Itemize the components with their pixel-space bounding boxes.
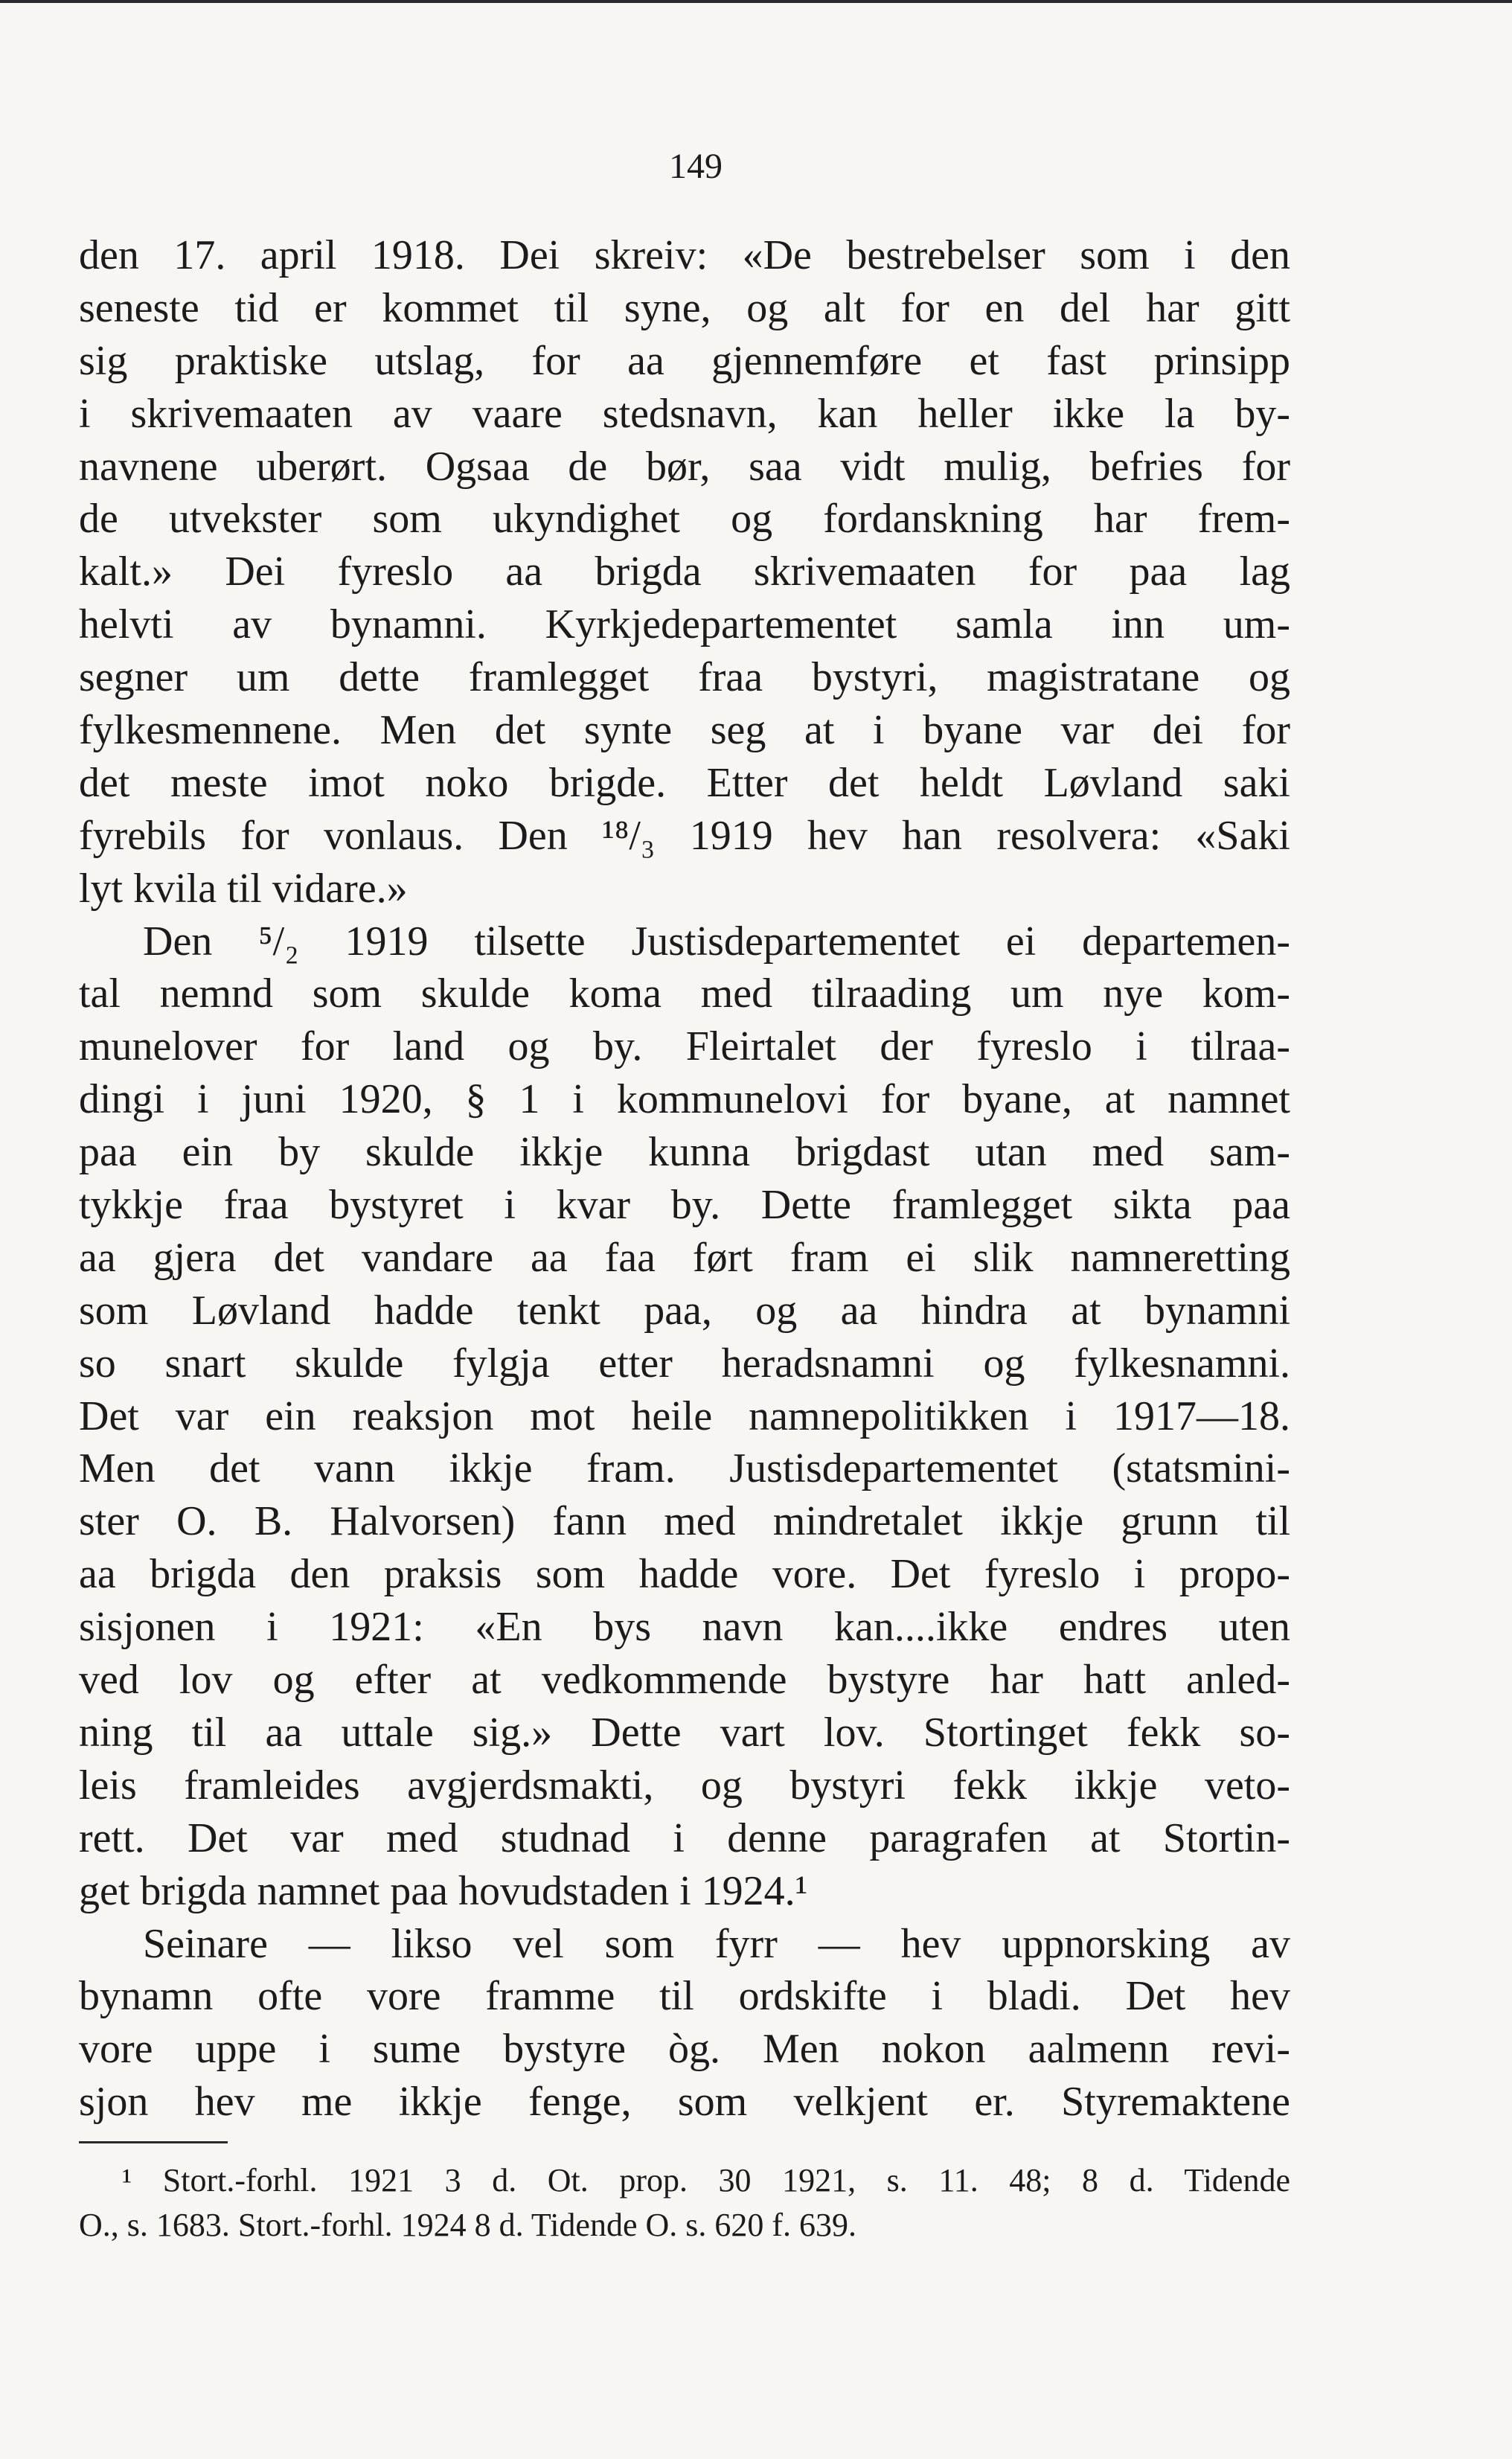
text-line: lyt kvila til vidare.» (79, 865, 408, 912)
text-line: seneste tid er kommet til syne, og alt for en del har gitt (79, 284, 1290, 331)
footnotes (79, 2158, 1290, 2248)
text-line: Men det vann ikkje fram. Justisdepartementet (statsmini- (79, 1445, 1290, 1492)
text-line: vore uppe i sume bystyre òg. Men nokon aalmenn revi- (79, 2026, 1290, 2073)
text-line: bynamn ofte vore framme til ordskifte i bladi. Det hev (79, 1973, 1290, 2020)
text-line: segner um dette framlegget fraa bystyri, magistratane og (79, 654, 1290, 701)
text-line: dingi i juni 1920, § 1 i kommunelovi for byane, at namnet (79, 1076, 1290, 1123)
text-line: aa brigda den praksis som hadde vore. Det fyreslo i propo- (79, 1551, 1290, 1598)
text-line: kalt.» Dei fyreslo aa brigda skrivemaaten for paa lag (79, 549, 1290, 595)
text-line: leis framleides avgjerdsmakti, og bystyri fekk ikkje veto- (79, 1762, 1290, 1809)
footnote-rule (79, 2141, 228, 2143)
text-line: tal nemnd som skulde koma med tilraading um nye kom- (79, 971, 1290, 1017)
text-line: munelover for land og by. Fleirtalet der fyreslo i tilraa- (79, 1023, 1290, 1070)
text-line: get brigda namnet paa hovudstaden i 1924.¹ (79, 1867, 808, 1914)
footnote-line: O., s. 1683. Stort.-forhl. 1924 8 d. Tidende O. s. 620 f. 639. (79, 2207, 857, 2243)
page-number: 149 (669, 147, 723, 186)
text-line: so snart skulde fylgja etter heradsnamni og fylkesnamni. (79, 1340, 1290, 1387)
text-line: Den ⁵/₂ 1919 tilsette Justisdepartementet ei departemen- (143, 918, 1290, 965)
text-line: fylkesmennene. Men det synte seg at i byane var dei for (79, 707, 1290, 754)
footnote-line: ¹ Stort.-forhl. 1921 3 d. Ot. prop. 30 1921, s. 11. 48; 8 d. Tidende (122, 2162, 1290, 2199)
top-edge-rule (0, 0, 1512, 3)
text-line: de utvekster som ukyndighet og fordanskning har frem- (79, 496, 1290, 543)
text-line: det meste imot noko brigde. Etter det heldt Løvland saki (79, 759, 1290, 806)
text-line: sig praktiske utslag, for aa gjennemføre et fast prinsipp (79, 337, 1290, 384)
body-text (79, 229, 1290, 2129)
text-line: ved lov og efter at vedkommende bystyre har hatt anled- (79, 1657, 1290, 1704)
text-line: Det var ein reaksjon mot heile namnepolitikken i 1917—18. (79, 1392, 1290, 1439)
text-line: aa gjera det vandare aa faa ført fram ei slik namneretting (79, 1234, 1290, 1281)
text-line: Seinare — likso vel som fyrr — hev uppnorsking av (143, 1920, 1290, 1967)
text-line: paa ein by skulde ikkje kunna brigdast utan med sam- (79, 1129, 1290, 1176)
text-line: tykkje fraa bystyret i kvar by. Dette framlegget sikta paa (79, 1182, 1290, 1229)
text-line: den 17. april 1918. Dei skreiv: «De bestrebelser som i den (79, 232, 1290, 278)
text-line: rett. Det var med studnad i denne paragrafen at Stortin- (79, 1814, 1290, 1861)
text-line: sisjonen i 1921: «En bys navn kan....ikke endres uten (79, 1604, 1290, 1651)
text-line: helvti av bynamni. Kyrkjedepartementet samla inn um- (79, 601, 1290, 648)
text-line: ster O. B. Halvorsen) fann med mindretalet ikkje grunn til (79, 1498, 1290, 1545)
text-line: fyrebils for vonlaus. Den ¹⁸/₃ 1919 hev han resolvera: «Saki (79, 812, 1290, 859)
text-line: som Løvland hadde tenkt paa, og aa hindra at bynamni (79, 1287, 1290, 1334)
text-line: i skrivemaaten av vaare stedsnavn, kan heller ikke la by- (79, 390, 1290, 437)
text-line: navnene uberørt. Ogsaa de bør, saa vidt mulig, befries for (79, 443, 1290, 490)
text-line: sjon hev me ikkje fenge, som velkjent er. Styremaktene (79, 2079, 1290, 2126)
text-line: ning til aa uttale sig.» Dette vart lov. Stortinget fekk so- (79, 1709, 1290, 1756)
